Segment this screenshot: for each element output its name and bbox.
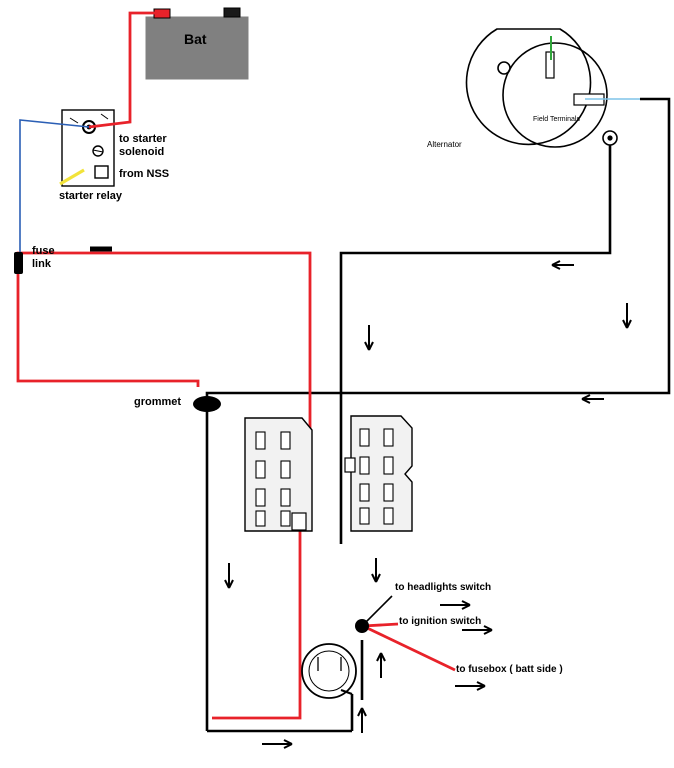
junction-to-headlights-lead xyxy=(362,596,392,626)
connector-right xyxy=(345,416,412,531)
arrow-alt-top xyxy=(552,261,574,269)
to-ignition-switch-label: to ignition switch xyxy=(399,616,482,627)
arrow-down-left-branch xyxy=(225,563,233,588)
from-nss-label: from NSS xyxy=(119,168,170,180)
arrow-down-mid xyxy=(365,325,373,350)
grommet-body xyxy=(193,396,221,412)
alternator-bat-terminal-stud xyxy=(607,135,612,140)
arrow-up-ammeter xyxy=(377,653,385,678)
red-to-fusebox-wire xyxy=(363,626,455,670)
red-bottom-wire xyxy=(212,536,300,718)
arrow-left-lower xyxy=(582,395,604,403)
ammeter-body xyxy=(302,644,356,698)
alternator-label: Alternator xyxy=(427,140,462,149)
starter-relay-component xyxy=(60,110,114,186)
alternator-mount-hole xyxy=(498,62,510,74)
fuse-link-component xyxy=(14,252,23,274)
grommet-component xyxy=(193,396,221,412)
arrow-headlights xyxy=(440,601,470,609)
battery-label: Bat xyxy=(184,31,207,47)
to-starter-solenoid-label-line1: to starter xyxy=(119,133,167,145)
battery-body xyxy=(146,17,248,79)
battery-negative-terminal xyxy=(224,8,240,17)
starter-relay-label: starter relay xyxy=(59,190,122,202)
fuselink-up-wire xyxy=(18,253,310,413)
alternator-component xyxy=(466,29,640,147)
grommet-label: grommet xyxy=(134,396,182,408)
black-wire-network xyxy=(90,99,669,731)
arrow-up-bottom xyxy=(358,708,366,733)
fuselink-to-grommet-wire xyxy=(18,262,198,387)
field-terminals-label: Field Terminals xyxy=(533,116,580,123)
fuse-link-label-line1: fuse xyxy=(32,245,55,257)
arrow-right-bottom xyxy=(262,740,292,748)
arrow-fusebox xyxy=(455,682,485,690)
to-headlights-switch-label: to headlights switch xyxy=(395,582,492,593)
junction-point xyxy=(355,596,392,633)
to-starter-solenoid-label-line2: solenoid xyxy=(119,146,165,158)
connector-left-power-pin xyxy=(292,513,306,530)
arrow-down-right xyxy=(623,303,631,328)
connector-right-side-pin xyxy=(345,458,355,472)
to-fusebox-label: to fusebox ( batt side ) xyxy=(456,664,563,675)
fuse-link-label-line2: link xyxy=(32,258,51,270)
fuse-link-body xyxy=(14,252,23,274)
ammeter-component xyxy=(302,644,356,698)
connector-left xyxy=(245,418,312,531)
arrow-down-conn-right xyxy=(372,558,380,582)
starter-relay-nss-terminal xyxy=(95,166,108,178)
main-black-loop-wire xyxy=(207,99,669,731)
